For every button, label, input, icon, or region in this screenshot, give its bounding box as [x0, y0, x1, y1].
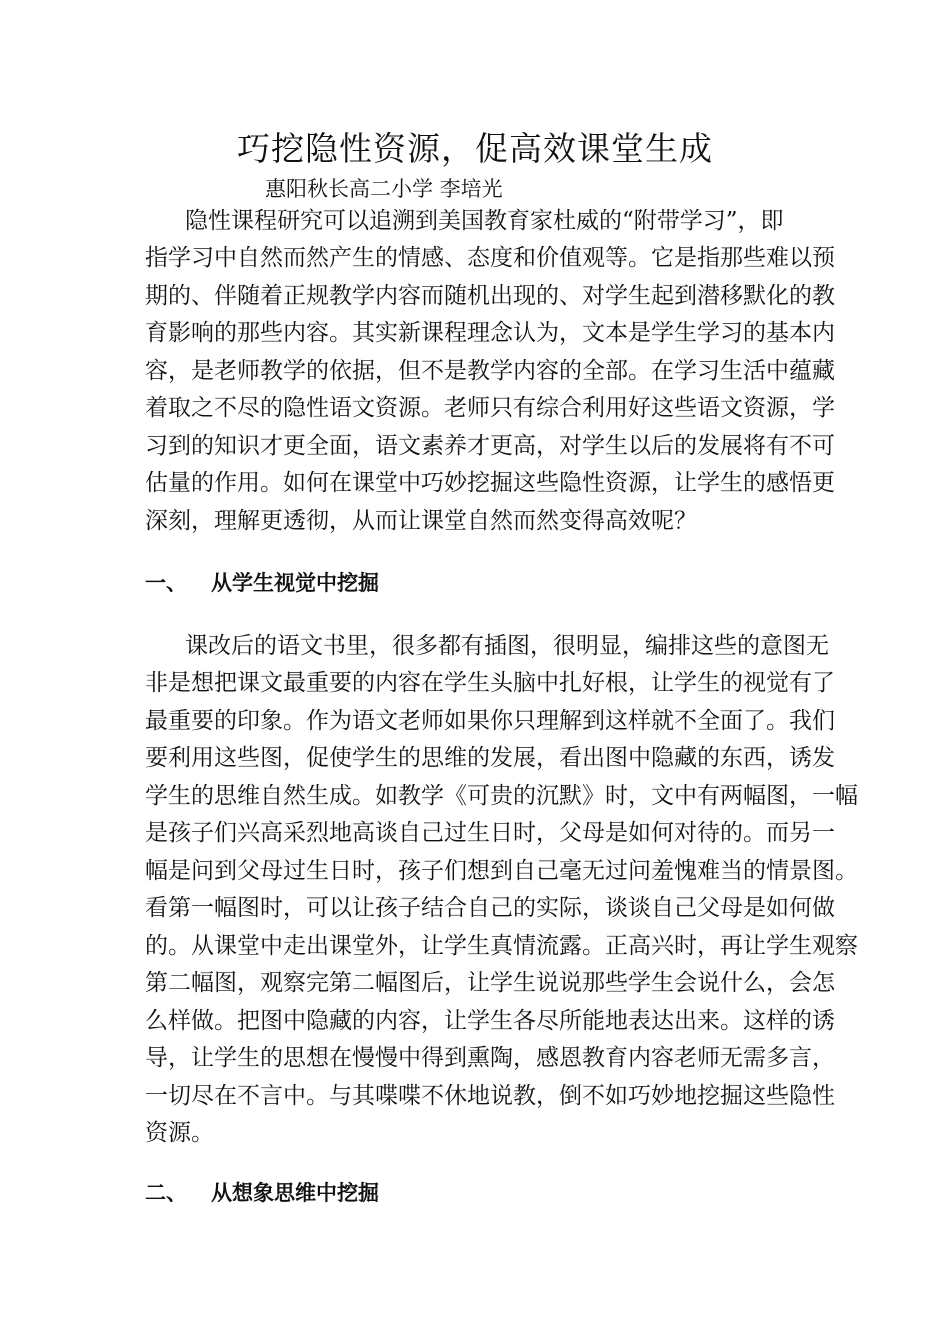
document-title: 巧挖隐性资源，促高效课堂生成: [237, 129, 713, 168]
author-line: 惠阳秋长高二小学 李培光: [265, 177, 503, 201]
paragraph-line: 估量的作用。如何在课堂中巧妙挖掘这些隐性资源，让学生的感悟更: [145, 470, 835, 496]
paragraph-line: 习到的知识才更全面，语文素养才更高，对学生以后的发展将有不可: [145, 433, 835, 459]
paragraph-line: 指学习中自然而然产生的情感、态度和价值观等。它是指那些难以预: [145, 245, 835, 271]
section-heading-1: [145, 568, 379, 598]
paragraph-line: 要利用这些图，促使学生的思维的发展，看出图中隐藏的东西，诱发: [145, 745, 835, 771]
paragraph-line: 的。从课堂中走出课堂外，让学生真情流露。正高兴时，再让学生观察: [145, 933, 858, 959]
paragraph-line: 一切尽在不言中。与其喋喋不休地说教，倒不如巧妙地挖掘这些隐性: [145, 1083, 835, 1109]
section-heading-2: [145, 1178, 379, 1208]
paragraph-line: 课改后的语文书里，很多都有插图，很明显，编排这些的意图无: [185, 633, 829, 659]
paragraph-line: 隐性课程研究可以追溯到美国教育家杜威的“附带学习”，即: [185, 208, 784, 234]
section-number: 二、: [145, 1180, 187, 1205]
paragraph-line: 导，让学生的思想在慢慢中得到熏陶，感恩教育内容老师无需多言，: [145, 1045, 835, 1071]
paragraph-line: 期的、伴随着正规教学内容而随机出现的、对学生起到潜移默化的教: [145, 283, 835, 309]
section-title: 从学生视觉中挖掘: [211, 570, 379, 595]
paragraph-line: 非是想把课文最重要的内容在学生头脑中扎好根，让学生的视觉有了: [145, 670, 835, 696]
paragraph-line: 着取之不尽的隐性语文资源。老师只有综合利用好这些语文资源，学: [145, 395, 835, 421]
paragraph-line: 幅是问到父母过生日时，孩子们想到自己毫无过问羞愧难当的情景图。: [145, 858, 858, 884]
paragraph-line: 育影响的那些内容。其实新课程理念认为，文本是学生学习的基本内: [145, 320, 835, 346]
paragraph-line: 看第一幅图时，可以让孩子结合自己的实际，谈谈自己父母是如何做: [145, 895, 835, 921]
paragraph-line: 最重要的印象。作为语文老师如果你只理解到这样就不全面了。我们: [145, 708, 835, 734]
paragraph-line: 资源。: [145, 1120, 214, 1146]
paragraph-line: 是孩子们兴高采烈地高谈自己过生日时，父母是如何对待的。而另一: [145, 820, 835, 846]
paragraph-line: 第二幅图，观察完第二幅图后，让学生说说那些学生会说什么，会怎: [145, 970, 835, 996]
paragraph-line: 深刻，理解更透彻，从而让课堂自然而然变得高效呢？: [145, 508, 697, 534]
paragraph-line: 容，是老师教学的依据，但不是教学内容的全部。在学习生活中蕴藏: [145, 358, 835, 384]
section-number: 一、: [145, 570, 187, 595]
section-title: 从想象思维中挖掘: [211, 1180, 379, 1205]
paragraph-line: 学生的思维自然生成。如教学《可贵的沉默》时，文中有两幅图，一幅: [145, 783, 858, 809]
paragraph-line: 么样做。把图中隐藏的内容，让学生各尽所能地表达出来。这样的诱: [145, 1008, 835, 1034]
